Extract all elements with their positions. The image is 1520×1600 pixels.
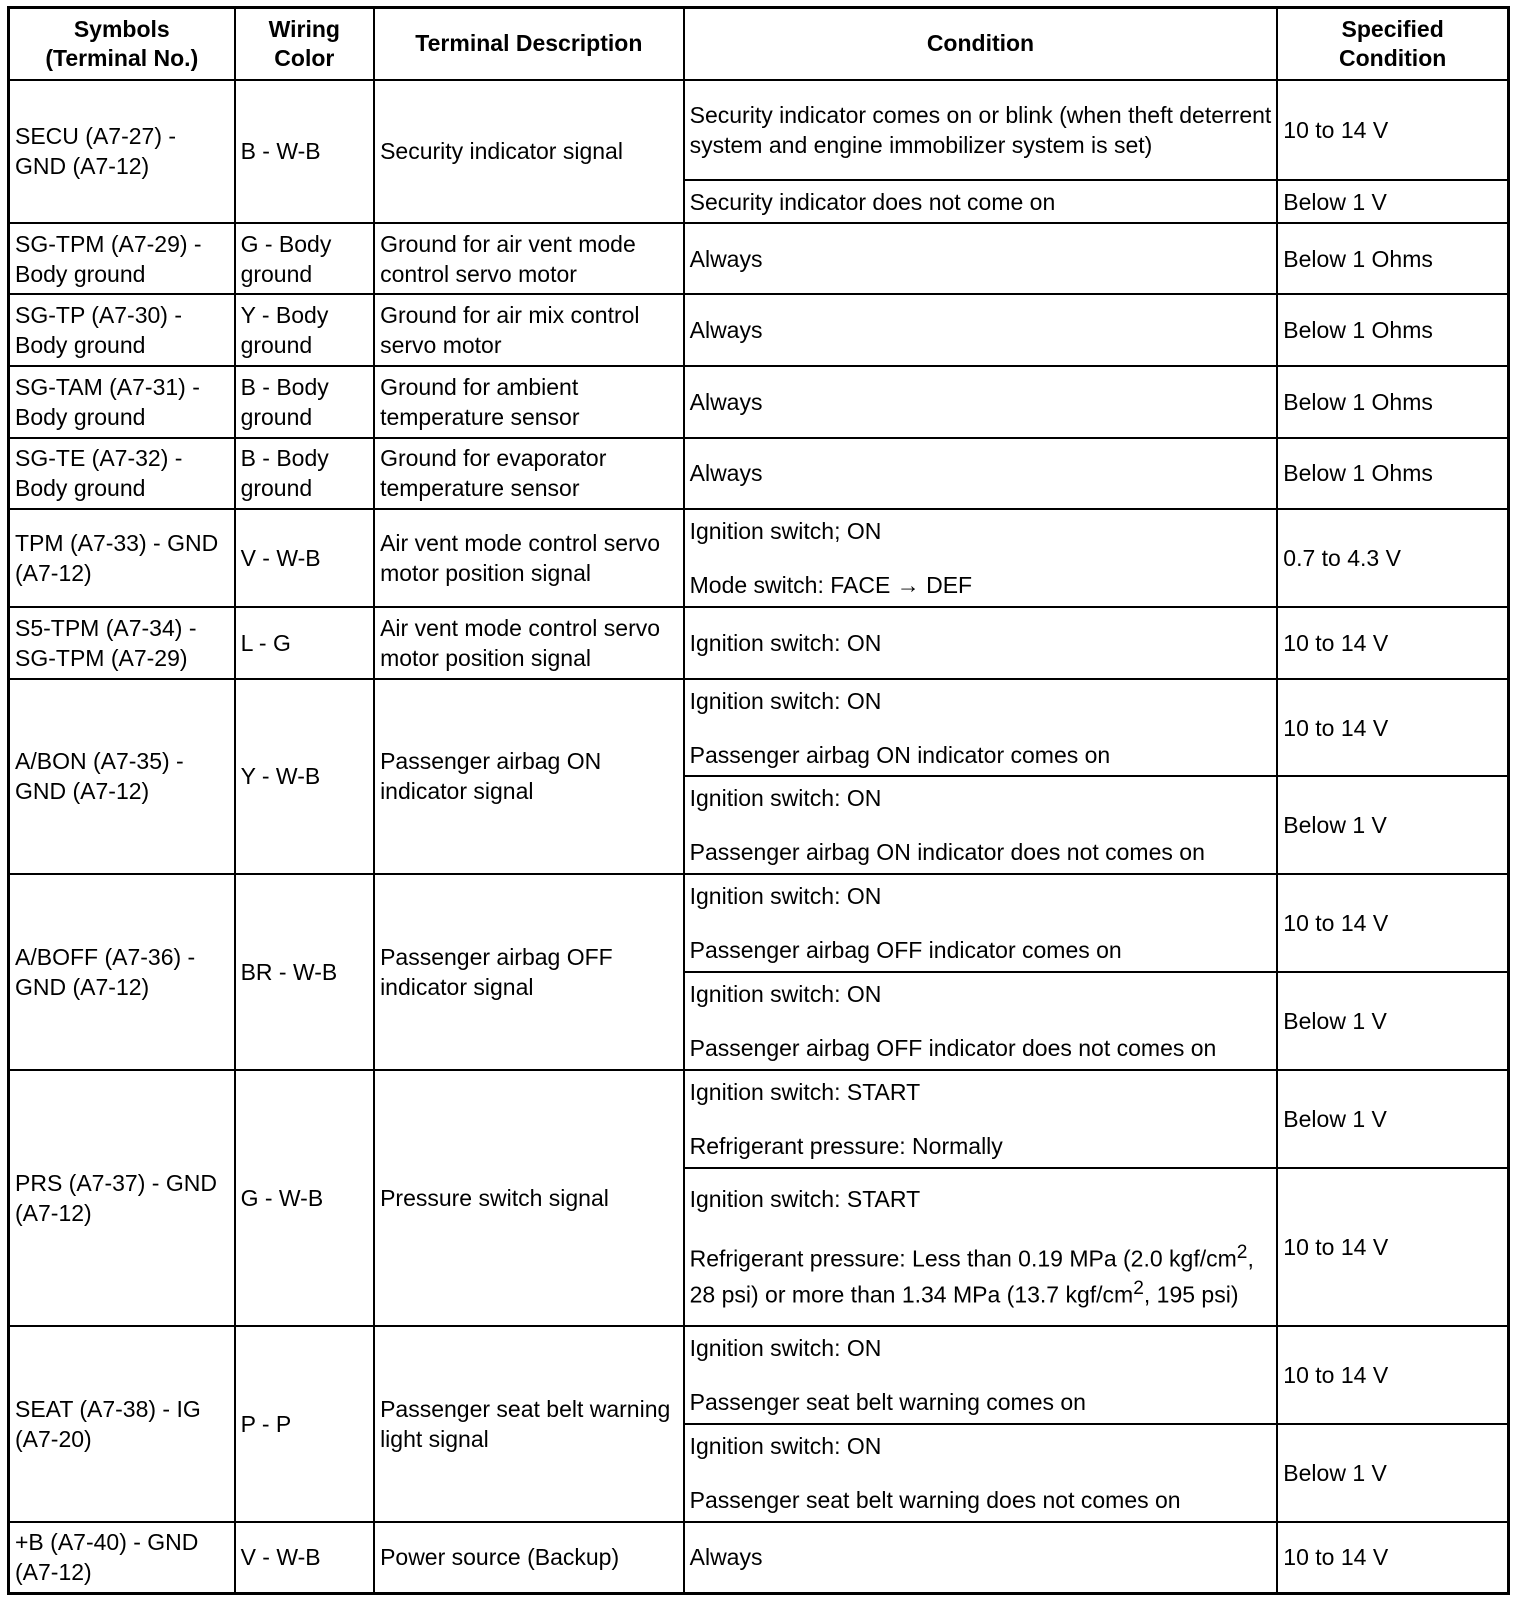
description-cell: Passenger airbag OFF indicator signal [374, 874, 684, 1070]
description-cell: Passenger seat belt warning light signal [374, 1326, 684, 1522]
condition-cell: Ignition switch: START Refrigerant pressure: Normally [684, 1070, 1278, 1168]
wiring-cell: P - P [235, 1326, 375, 1522]
table-row [9, 1522, 1509, 1594]
symbol-cell: TPM (A7-33) - GND (A7-12) [9, 509, 235, 607]
spec-cell: Below 1 V [1277, 1070, 1508, 1168]
wiring-cell: Y - Body ground [235, 294, 375, 366]
wiring-cell: G - W-B [235, 1070, 375, 1326]
condition-cell: Security indicator comes on or blink (when theft deterrent system and engine immobilizer system is set) [684, 80, 1278, 181]
condition-cell: Ignition switch: ON [684, 607, 1278, 679]
condition-cell: Ignition switch: START Refrigerant pressure: Less than 0.19 MPa (2.0 kgf/$cm^2$, 28 psi) or more than 1.34 MPa (13.7 kgf/$cm^2$, 195 psi) [684, 1168, 1278, 1326]
condition-cell: Always [684, 294, 1278, 366]
symbol-cell: SECU (A7-27) - GND (A7-12) [9, 80, 235, 223]
spec-cell: Below 1 Ohms [1277, 294, 1508, 366]
wiring-cell: L - G [235, 607, 375, 679]
wiring-cell: G - Body ground [235, 223, 375, 295]
symbol-cell: SG-TPM (A7-29) - Body ground [9, 223, 235, 295]
symbol-cell: +B (A7-40) - GND (A7-12) [9, 1522, 235, 1594]
table-row [9, 509, 1509, 607]
wiring-cell: V - W-B [235, 509, 375, 607]
symbol-cell: A/BON (A7-35) - GND (A7-12) [9, 679, 235, 875]
wiring-cell: B - Body ground [235, 366, 375, 438]
description-cell: Passenger airbag ON indicator signal [374, 679, 684, 875]
wiring-cell: V - W-B [235, 1522, 375, 1594]
table-row [9, 607, 1509, 679]
condition-cell: Always [684, 1522, 1278, 1594]
table-row [9, 80, 1509, 181]
wiring-cell: B - Body ground [235, 438, 375, 510]
symbol-cell: SG-TP (A7-30) - Body ground [9, 294, 235, 366]
spec-cell: 10 to 14 V [1277, 874, 1508, 972]
description-cell: Air vent mode control servo motor position signal [374, 509, 684, 607]
spec-cell: 10 to 14 V [1277, 607, 1508, 679]
table-row [9, 366, 1509, 438]
condition-cell: Ignition switch: ON Passenger seat belt warning comes on [684, 1326, 1278, 1424]
superscript: 2 [1236, 1242, 1248, 1264]
condition-cell: Ignition switch; ON Mode switch: FACE → DEF [684, 509, 1278, 607]
table-row [9, 1070, 1509, 1168]
spec-cell: Below 1 V [1277, 776, 1508, 874]
table-row [9, 679, 1509, 777]
wiring-cell: BR - W-B [235, 874, 375, 1070]
symbol-cell: SG-TAM (A7-31) - Body ground [9, 366, 235, 438]
header-condition: Condition [684, 8, 1278, 80]
header-wiring-color: Wiring Color [235, 8, 375, 80]
superscript: 2 [1133, 1277, 1144, 1299]
symbol-cell: S5-TPM (A7-34) - SG-TPM (A7-29) [9, 607, 235, 679]
table-row [9, 874, 1509, 972]
table-row [9, 294, 1509, 366]
table-header-row [9, 8, 1509, 80]
symbol-cell: A/BOFF (A7-36) - GND (A7-12) [9, 874, 235, 1070]
header-terminal-description: Terminal Description [374, 8, 684, 80]
spec-cell: 10 to 14 V [1277, 1326, 1508, 1424]
symbol-cell: SEAT (A7-38) - IG (A7-20) [9, 1326, 235, 1522]
spec-cell: 10 to 14 V [1277, 1522, 1508, 1594]
symbol-cell: PRS (A7-37) - GND (A7-12) [9, 1070, 235, 1326]
condition-cell: Ignition switch: ON Passenger airbag OFF indicator does not comes on [684, 972, 1278, 1070]
spec-cell: 0.7 to 4.3 V [1277, 509, 1508, 607]
spec-cell: Below 1 V [1277, 180, 1508, 222]
description-cell: Pressure switch signal [374, 1070, 684, 1326]
condition-cell: Ignition switch: ON Passenger seat belt warning does not comes on [684, 1424, 1278, 1522]
condition-cell: Always [684, 366, 1278, 438]
spec-cell: Below 1 V [1277, 972, 1508, 1070]
description-cell: Ground for air vent mode control servo motor [374, 223, 684, 295]
condition-cell: Always [684, 438, 1278, 510]
spec-cell: Below 1 Ohms [1277, 366, 1508, 438]
description-cell: Security indicator signal [374, 80, 684, 223]
spec-cell: Below 1 Ohms [1277, 223, 1508, 295]
wiring-cell: Y - W-B [235, 679, 375, 875]
wiring-cell: B - W-B [235, 80, 375, 223]
header-specified-condition: Specified Condition [1277, 8, 1508, 80]
description-cell: Ground for air mix control servo motor [374, 294, 684, 366]
condition-cell: Ignition switch: ON Passenger airbag ON indicator does not comes on [684, 776, 1278, 874]
spec-cell: 10 to 14 V [1277, 679, 1508, 777]
terminal-spec-table [7, 6, 1510, 1595]
spec-cell: 10 to 14 V [1277, 80, 1508, 181]
table-row [9, 223, 1509, 295]
spec-cell: Below 1 V [1277, 1424, 1508, 1522]
spec-cell: Below 1 Ohms [1277, 438, 1508, 510]
description-cell: Ground for ambient temperature sensor [374, 366, 684, 438]
table-row [9, 438, 1509, 510]
condition-cell: Always [684, 223, 1278, 295]
description-cell: Power source (Backup) [374, 1522, 684, 1594]
header-symbols: Symbols (Terminal No.) [9, 8, 235, 80]
description-cell: Ground for evaporator temperature sensor [374, 438, 684, 510]
description-cell: Air vent mode control servo motor position signal [374, 607, 684, 679]
condition-cell: Ignition switch: ON Passenger airbag OFF indicator comes on [684, 874, 1278, 972]
spec-cell: 10 to 14 V [1277, 1168, 1508, 1326]
condition-cell: Security indicator does not come on [684, 180, 1278, 222]
condition-cell: Ignition switch: ON Passenger airbag ON indicator comes on [684, 679, 1278, 777]
table-row [9, 1326, 1509, 1424]
symbol-cell: SG-TE (A7-32) - Body ground [9, 438, 235, 510]
